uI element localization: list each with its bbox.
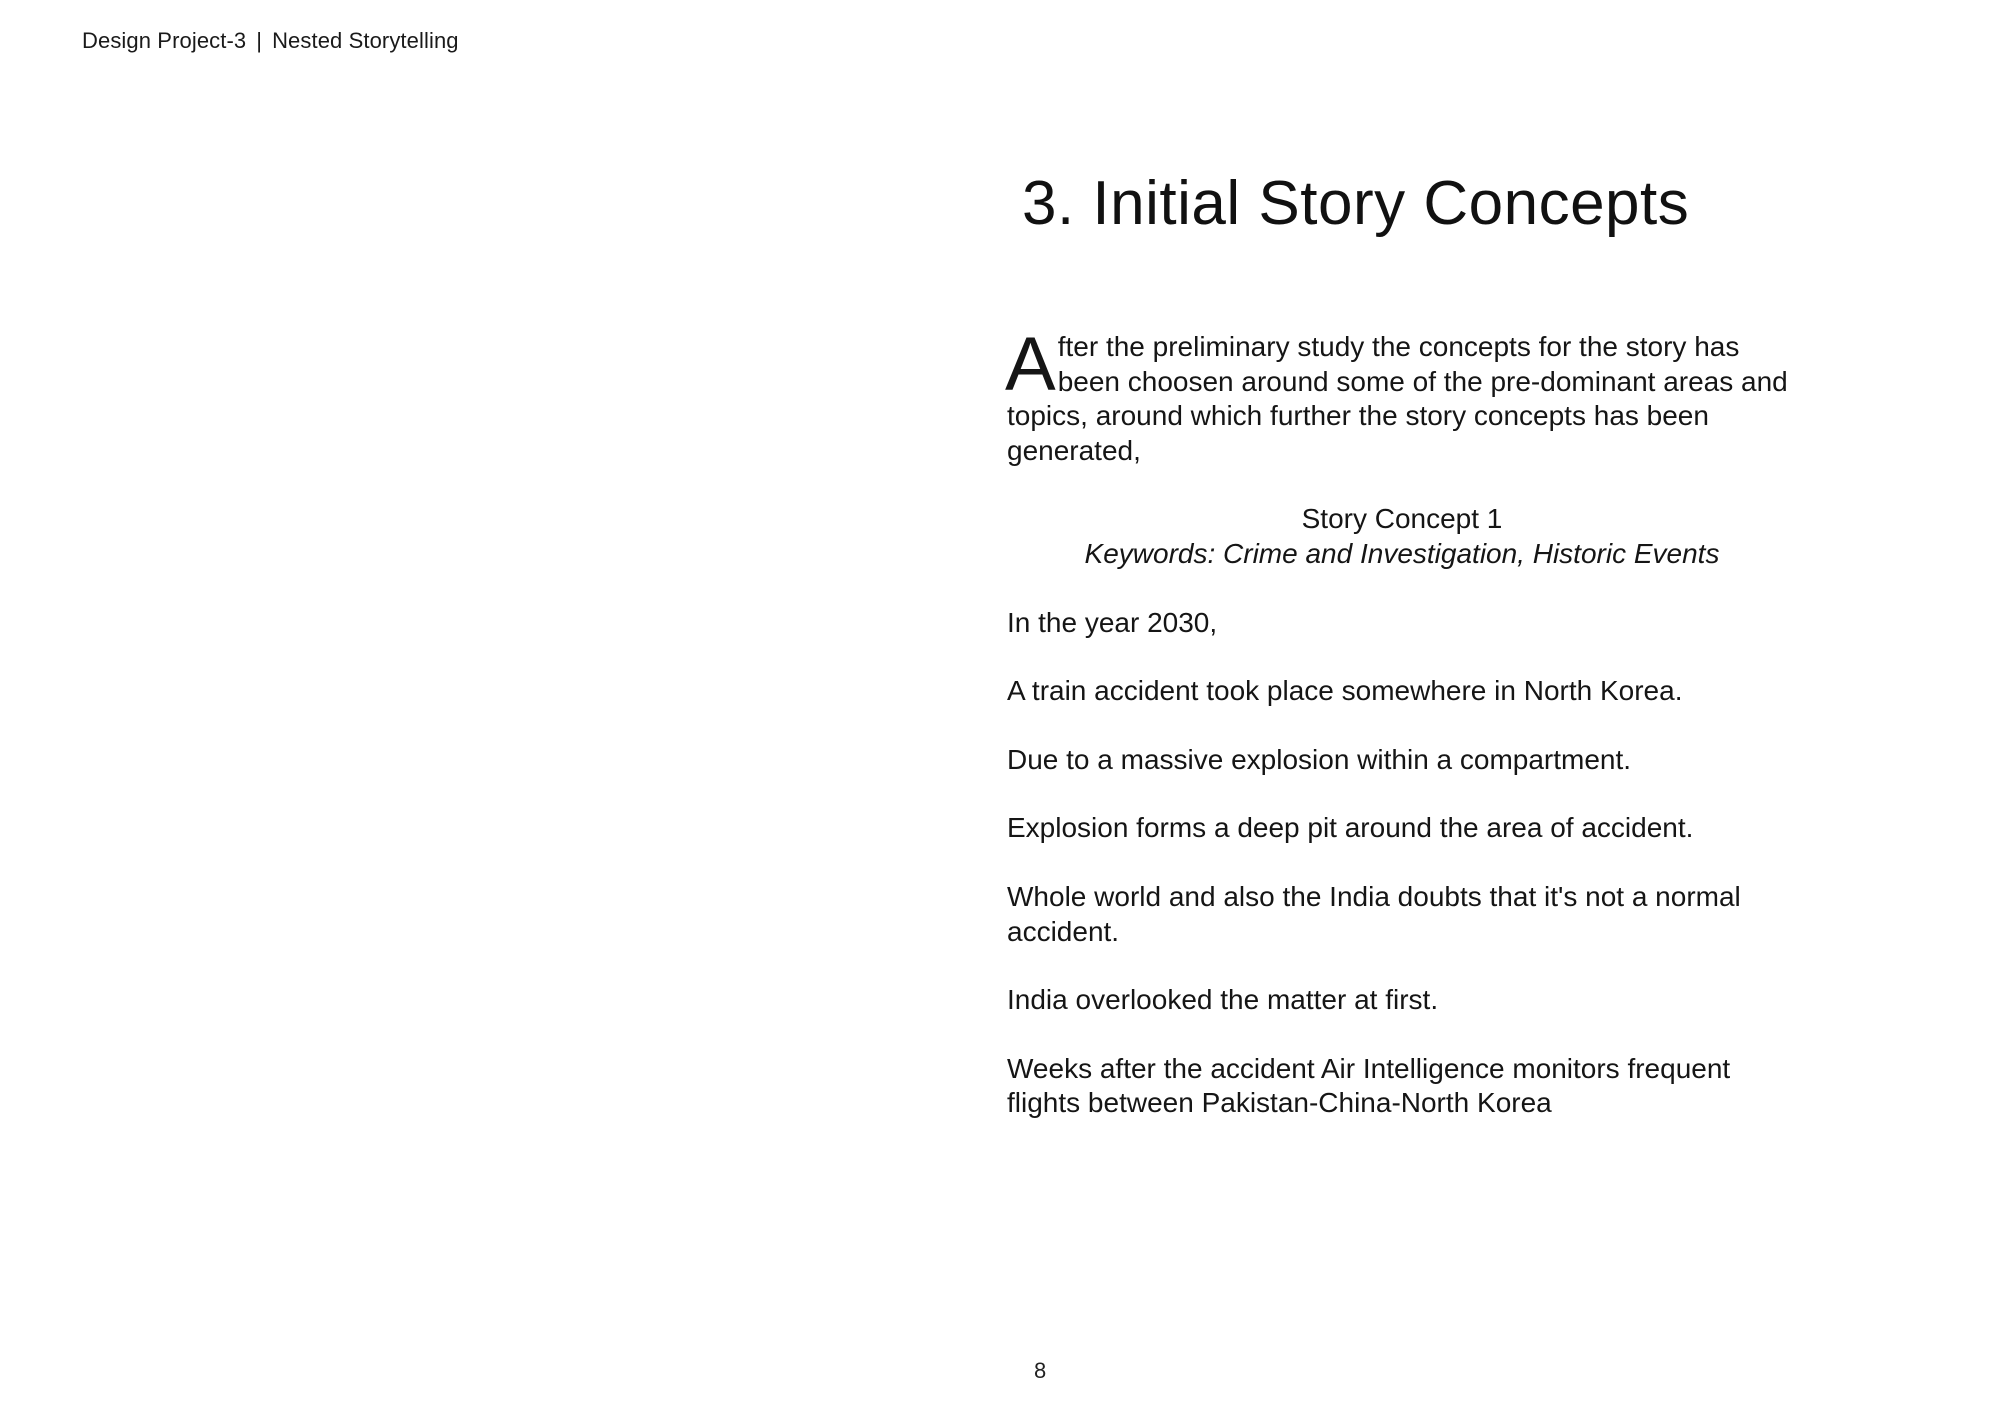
page-content xyxy=(1005,322,1807,1121)
concept-keywords: Keywords: Crime and Investigation, Historic Events xyxy=(1084,537,1720,569)
story-paragraph: Weeks after the accident Air Intelligence monitors frequent flights between Pakistan-China-North Korea xyxy=(1007,1052,1731,1119)
header-project: Design Project-3 xyxy=(82,28,247,53)
story-paragraph: Explosion forms a deep pit around the area of accident. xyxy=(1007,812,1694,844)
story-paragraph: In the year 2030, xyxy=(1007,606,1218,638)
running-header xyxy=(82,28,459,54)
drop-cap: A xyxy=(1005,322,1056,407)
page-number: 8 xyxy=(1034,1358,1047,1383)
story-paragraph: Due to a massive explosion within a compartment. xyxy=(1007,743,1632,775)
story-paragraph: Whole world and also the India doubts that it's not a normal accident. xyxy=(1007,880,1741,947)
header-separator: | xyxy=(256,28,263,53)
intro-text: fter the preliminary study the concepts for the story has been choosen around some of the pre-dominant areas and topics, around which further the story concepts has been generated, xyxy=(1007,331,1788,466)
section-title: 3. Initial Story Concepts xyxy=(1022,169,1690,238)
concept-heading: Story Concept 1 xyxy=(1301,503,1503,535)
intro-paragraph xyxy=(1005,322,1807,468)
story-paragraph: A train accident took place somewhere in North Korea. xyxy=(1007,675,1683,707)
header-subtitle: Nested Storytelling xyxy=(272,28,459,53)
story-paragraph: India overlooked the matter at first. xyxy=(1007,984,1439,1016)
story-concept-block xyxy=(1007,502,1797,571)
